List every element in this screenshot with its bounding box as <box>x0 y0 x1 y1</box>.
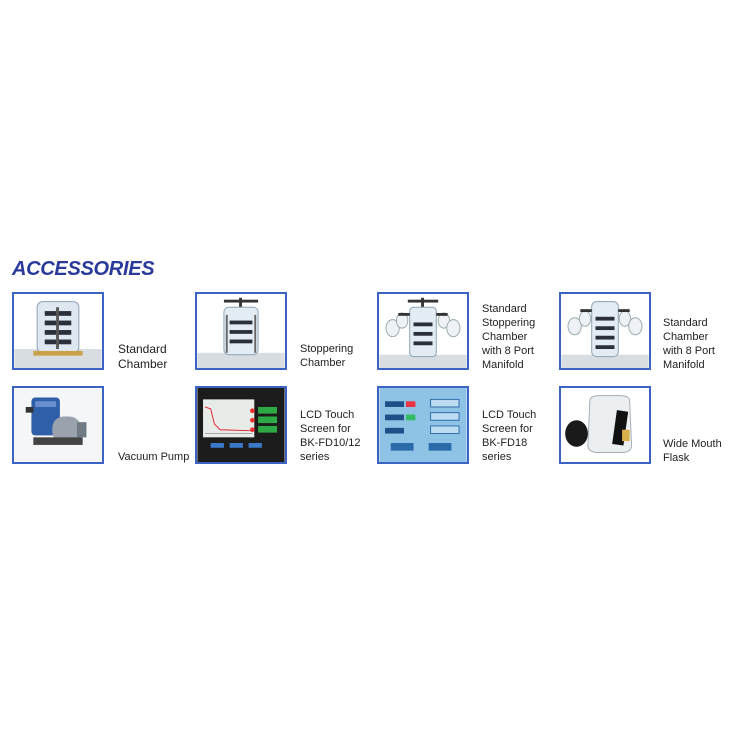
item-caption: Vacuum Pump <box>118 451 190 463</box>
item-caption: Standard Chamber <box>118 342 168 371</box>
standard-chamber-image <box>12 292 104 370</box>
item-caption: Wide Mouth Flask <box>663 438 722 464</box>
item-caption: LCD Touch Screen for BK-FD18 series <box>482 409 537 463</box>
stoppering-chamber-manifold-image <box>377 292 469 370</box>
item-caption: LCD Touch Screen for BK-FD10/12 series <box>300 409 361 463</box>
vacuum-pump-image <box>12 386 104 464</box>
standard-chamber-manifold-image <box>559 292 651 370</box>
item-caption: Stoppering Chamber <box>300 343 354 369</box>
item-caption: Standard Stoppering Chamber with 8 Port Manifold <box>482 303 536 371</box>
stoppering-chamber-image <box>195 292 287 370</box>
item-caption: Standard Chamber with 8 Port Manifold <box>663 317 715 371</box>
lcd-screen-fd10-image <box>195 386 287 464</box>
page-title: ACCESSORIES <box>12 258 155 280</box>
lcd-screen-fd18-image <box>377 386 469 464</box>
wide-mouth-flask-image <box>559 386 651 464</box>
